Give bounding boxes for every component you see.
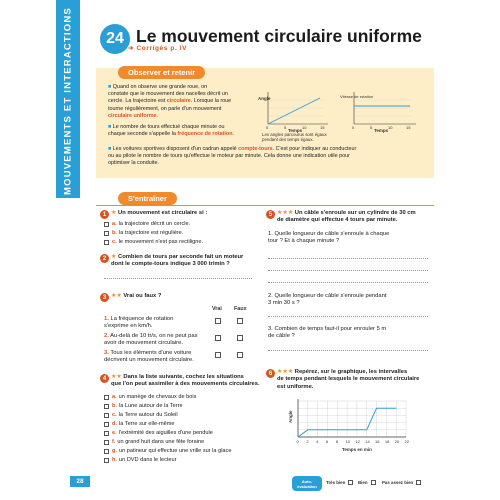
exercise-3-question: ★★ Vrai ou faux ?	[111, 293, 162, 299]
svg-text:0: 0	[266, 125, 269, 130]
exercise-1-option-b[interactable]: b. la trajectoire est régulière.	[104, 230, 183, 237]
exercise-4-option-g[interactable]: g. un patineur qui effectue une vrille sur la glace	[104, 448, 231, 455]
x-tick-label: 12	[355, 439, 360, 444]
exercise-1-question: ★ Un mouvement est circulaire si :	[111, 210, 208, 216]
column-vrai: Vrai	[212, 306, 222, 312]
x-tick-label: 8	[335, 439, 339, 444]
svg-text:5: 5	[284, 125, 287, 130]
x-tick-label: 14	[365, 439, 370, 444]
train-pill: S'entraîner	[118, 192, 177, 205]
answer-line[interactable]	[268, 258, 428, 259]
exercise-6-chart	[284, 397, 414, 453]
x-tick-label: 10	[345, 439, 351, 444]
observer-pill: Observer et retenir	[118, 66, 205, 79]
answer-line[interactable]	[268, 316, 428, 317]
x-tick-label: 2	[306, 439, 309, 444]
exercise-5-subquestion-3: 3. Combien de temps faut-il pour enrouler 5 m de câble ?	[268, 326, 387, 340]
angle-line	[268, 98, 320, 124]
exercise-5-subquestion-2: 2. Quelle longueur de câble s'enroule pendant 3 min 30 s ?	[268, 293, 387, 307]
faux-checkbox-2[interactable]	[237, 335, 243, 341]
svg-text:15: 15	[406, 125, 411, 130]
exercise-2-question: ★ Combien de tours par seconde fait un moteur dont le compte-tours indique 3 000 tr/min ?	[111, 254, 244, 268]
exercise-4-question: ★★ Dans la liste suivante, cochez les situations que l'on peut assimiler à des mouvements circulaires.	[111, 374, 260, 388]
rotation-speed-graph	[340, 88, 422, 134]
answer-line[interactable]	[268, 350, 428, 351]
x-tick-label: 6	[325, 439, 329, 444]
eval-tres-bien[interactable]: Très bien	[326, 480, 353, 485]
page-number: 28	[70, 476, 90, 487]
chapter-title: Le mouvement circulaire uniforme	[136, 26, 422, 46]
angle-time-graph	[258, 88, 334, 134]
vf-statement-3: 3. Tous les éléments d'une voiture décrivent un mouvement circulaire.	[104, 350, 194, 364]
vrai-checkbox-1[interactable]	[215, 318, 221, 324]
x-tick-label: 4	[316, 439, 319, 444]
observer-paragraph-3: ■ Les voitures sportives disposent d'un cadran appelé compte-tours. C'est pour indiquer au conducteur ou au pilote le nombre de tours qu'effectue le moteur par minute. Cela donne une indication utile pour optimiser la conduite.	[108, 146, 357, 167]
checkbox[interactable]	[104, 231, 109, 236]
exercise-4-option-b[interactable]: b. la Lune autour de la Terre	[104, 403, 183, 410]
x-tick-label: 22	[404, 439, 409, 444]
vrai-checkbox-2[interactable]	[215, 335, 221, 341]
exercise-4-option-h[interactable]: h. un DVD dans le lecteur	[104, 457, 177, 464]
auto-evaluation-badge: Auto-évaluation	[292, 476, 322, 491]
exercise-2-number: 2	[100, 254, 109, 263]
x-tick-label: 16	[375, 439, 380, 444]
graph-caption: Les angles parcourus sont égaux pendant des temps égaux.	[262, 132, 327, 143]
ex6-ylabel: Angle	[288, 410, 293, 423]
svg-text:0: 0	[352, 125, 355, 130]
svg-text:10: 10	[388, 125, 393, 130]
column-faux: Faux	[234, 306, 247, 312]
x-tick-label: 20	[394, 439, 400, 444]
faux-checkbox-3[interactable]	[237, 352, 243, 358]
graph2-xlabel: Temps	[374, 128, 389, 133]
graph1-ylabel: Angle	[258, 96, 271, 101]
exercise-5-subquestion-1: 1. Quelle longueur de câble s'enroule à chaque tour ? Et à chaque minute ?	[268, 231, 390, 245]
bullet-icon: ■	[108, 84, 113, 90]
exercise-1-number: 1	[100, 210, 109, 219]
exercise-1-option-a[interactable]: a. la trajectoire décrit un cercle.	[104, 221, 190, 228]
x-tick-label: 0	[296, 439, 299, 444]
eval-pas-assez-bien[interactable]: Pas assez bien	[382, 480, 421, 485]
exercise-4-option-c[interactable]: c. la Terre autour du Soleil	[104, 412, 178, 419]
exercise-4-option-d[interactable]: d. la Terre sur elle-même	[104, 421, 175, 428]
chapter-number-badge: 24	[100, 24, 130, 54]
exercise-4-option-f[interactable]: f. un grand huit dans une fête foraine	[104, 439, 204, 446]
exercise-5-question: ★★★ Un câble s'enroule sur un cylindre de 30 cm de diamètre qui effectue 4 tours par minute.	[277, 210, 416, 224]
exercise-4-number: 4	[100, 374, 109, 383]
svg-text:5: 5	[370, 125, 373, 130]
exercise-6-number: 6	[266, 369, 275, 378]
checkbox[interactable]	[104, 222, 109, 227]
graph2-ylabel: Vitesse de rotation	[340, 94, 374, 99]
chart-grid	[298, 401, 406, 437]
answer-line[interactable]	[104, 278, 252, 279]
svg-text:15: 15	[320, 125, 325, 130]
x-tick-labels	[297, 439, 410, 444]
vrai-checkbox-3[interactable]	[215, 352, 221, 358]
x-tick-label: 18	[384, 439, 390, 444]
exercise-1-option-c[interactable]: c. le mouvement n'est pas rectiligne.	[104, 239, 203, 246]
graph1-xlabel: Temps	[288, 128, 303, 133]
corriges-link[interactable]: ➔ Corrigés p. IV	[128, 45, 188, 52]
exercise-4-option-e[interactable]: e. l'extrémité des aiguilles d'une pendule	[104, 430, 213, 437]
exercise-6-question: ★★★ Repérez, sur le graphique, les intervalles de temps pendant lesquels le mouvement circulaire est uniforme.	[277, 369, 420, 390]
answer-line[interactable]	[268, 282, 428, 283]
faux-checkbox-1[interactable]	[237, 318, 243, 324]
vf-statement-2: 2. Au-delà de 10 tr/s, on ne peut pas avoir de mouvement circulaire.	[104, 333, 198, 347]
checkbox[interactable]	[104, 240, 109, 245]
eval-bien[interactable]: Bien	[358, 480, 376, 485]
train-divider	[96, 205, 434, 206]
exercise-5-number: 5	[266, 210, 275, 219]
exercise-3-number: 3	[100, 293, 109, 302]
section-side-label: MOUVEMENTS ET INTERACTIONS	[62, 7, 74, 195]
exercise-4-option-a[interactable]: a. un manège de chevaux de bois	[104, 394, 196, 401]
answer-line[interactable]	[268, 270, 428, 271]
svg-text:10: 10	[302, 125, 307, 130]
ex6-xlabel: Temps en min	[342, 447, 372, 452]
vf-statement-1: 1. La fréquence de rotation s'exprime en km/h.	[104, 316, 174, 330]
observer-paragraph-1: ■ Quand on observe une grande roue, on constate que le mouvement des nacelles décrit un cercle. La trajectoire est circulaire. Lorsque la roue tourne régulièrement, on parle d'un mouvement circulaire uniforme.	[108, 84, 232, 119]
observer-paragraph-2: ■ Le nombre de tours effectué chaque minute ou chaque seconde s'appelle la fréquence de rotation.	[108, 124, 234, 138]
